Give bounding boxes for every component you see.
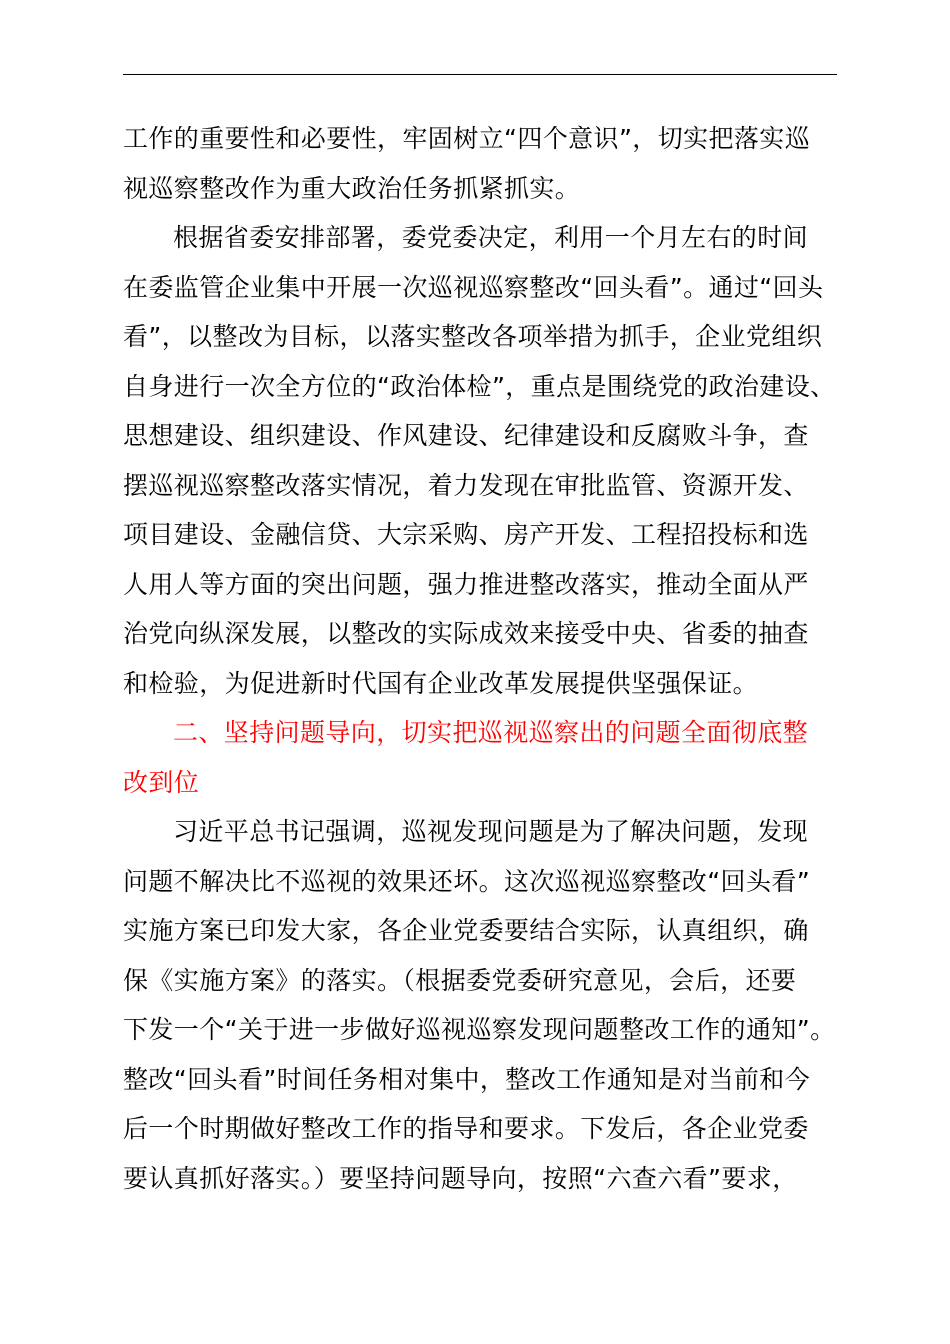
section-heading bbox=[123, 708, 837, 807]
text-line: 看”，以整改为目标，以落实整改各项举措为抓手，企业党组织 bbox=[123, 322, 823, 351]
text-line: 要认真抓好落实。）要坚持问题导向，按照“六查六看”要求， bbox=[123, 1163, 798, 1193]
text-line: 思想建设、组织建设、作风建设、纪律建设和反腐败斗争，查 bbox=[123, 421, 809, 450]
text-line: 摆巡视巡察整改落实情况，着力发现在审批监管、资源开发、 bbox=[123, 470, 809, 500]
paragraph-problem-orientation bbox=[123, 807, 837, 1203]
text-line: 工作的重要性和必要性，牢固树立“四个意识”，切实把落实巡 bbox=[123, 124, 811, 153]
text-line: 自身进行一次全方位的“政治体检”，重点是围绕党的政治建设、 bbox=[123, 371, 836, 401]
text-line: 下发一个“关于进一步做好巡视巡察发现问题整改工作的通知”。 bbox=[123, 1015, 836, 1044]
text-line: 治党向纵深发展，以整改的实际成效来接受中央、省委的抽查 bbox=[123, 619, 809, 648]
heading-line: 改到位 bbox=[123, 767, 200, 797]
text-line: 视巡察整改作为重大政治任务抓紧抓实。 bbox=[123, 173, 581, 203]
text-line: 整改“回头看”时间任务相对集中，整改工作通知是对当前和今 bbox=[123, 1064, 811, 1094]
paragraph-continuation bbox=[123, 114, 837, 213]
paragraph-deployment bbox=[123, 213, 837, 708]
text-line: 项目建设、金融信贷、大宗采购、房产开发、工程招投标和选 bbox=[123, 520, 809, 549]
text-line: 人用人等方面的突出问题，强力推进整改落实，推动全面从严 bbox=[123, 569, 809, 599]
text-line: 后一个时期做好整改工作的指导和要求。下发后，各企业党委 bbox=[123, 1114, 809, 1143]
document-body bbox=[123, 114, 837, 1203]
heading-line: 二、坚持问题导向，切实把巡视巡察出的问题全面彻底整 bbox=[173, 718, 809, 747]
text-line: 根据省委安排部署，委党委决定，利用一个月左右的时间 bbox=[173, 223, 809, 252]
text-line: 问题不解决比不巡视的效果还坏。这次巡视巡察整改“回头看” bbox=[123, 866, 811, 896]
header-rule bbox=[123, 74, 837, 75]
text-line: 和检验，为促进新时代国有企业改革发展提供坚强保证。 bbox=[123, 668, 759, 698]
text-line: 实施方案已印发大家，各企业党委要结合实际，认真组织，确 bbox=[123, 916, 809, 945]
text-line: 习近平总书记强调，巡视发现问题是为了解决问题，发现 bbox=[173, 817, 809, 846]
text-line: 在委监管企业集中开展一次巡视巡察整改“回头看”。通过“回头 bbox=[123, 272, 824, 302]
text-line: 保《实施方案》的落实。（根据委党委研究意见，会后，还要 bbox=[123, 965, 797, 995]
